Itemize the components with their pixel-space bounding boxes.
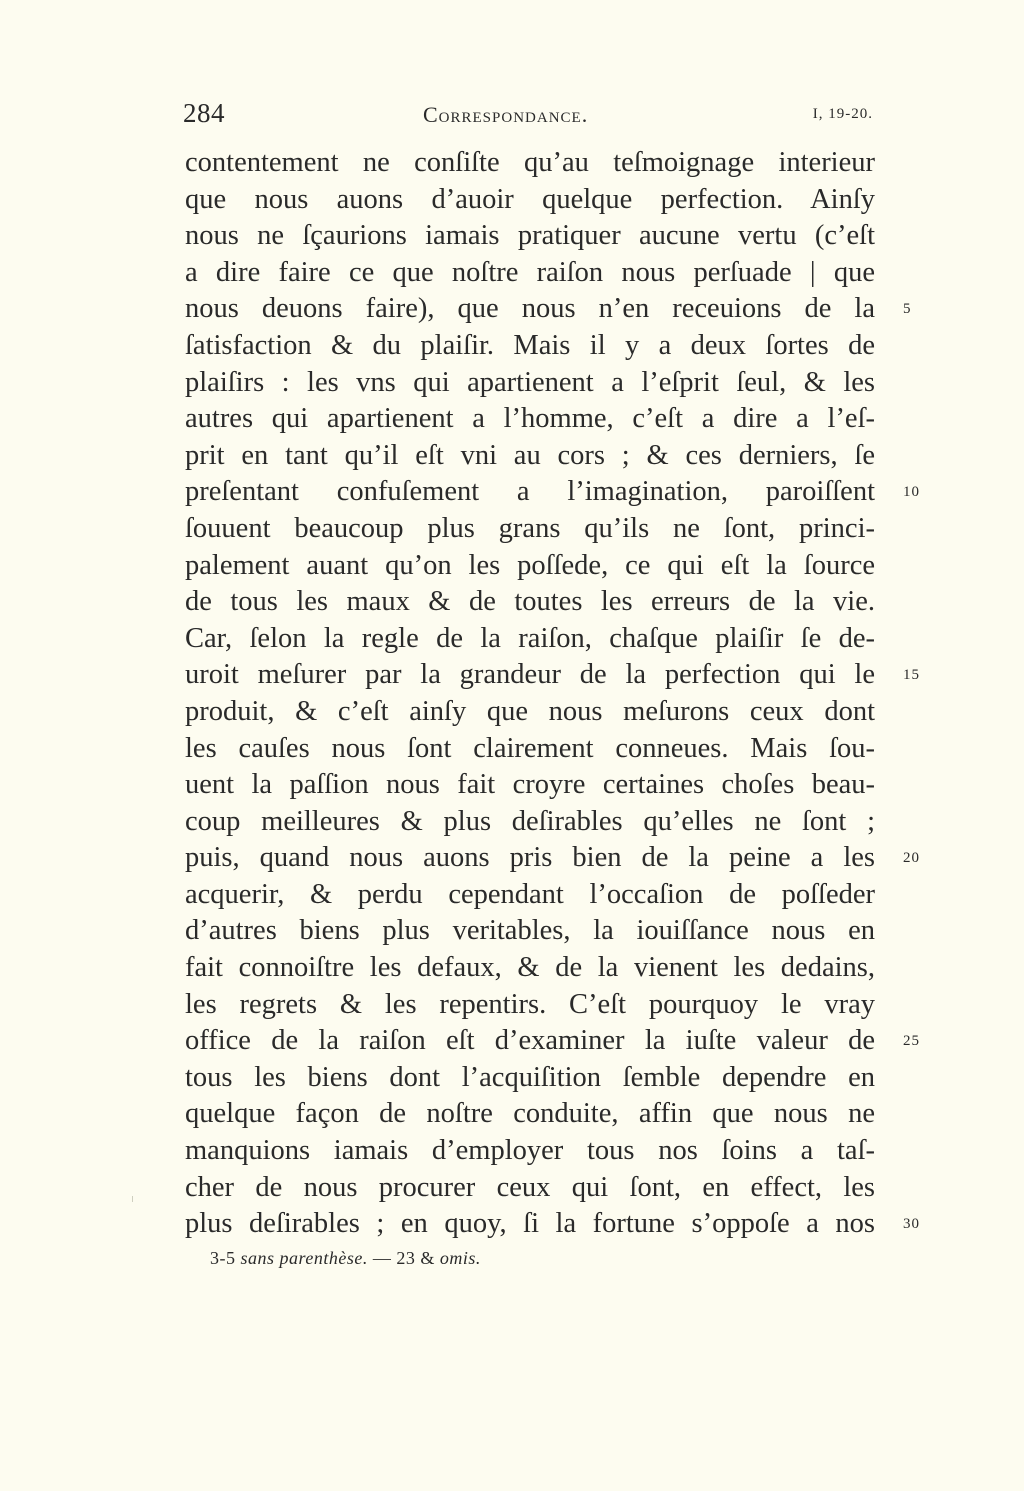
line-number: 25 bbox=[903, 1033, 920, 1050]
footnote-note-1: sans parenthèse. bbox=[240, 1248, 368, 1268]
text-line bbox=[185, 987, 875, 1024]
footnote-ref-2: 23 bbox=[396, 1248, 416, 1268]
text-line bbox=[185, 731, 875, 768]
text-line bbox=[185, 657, 920, 694]
line-text: coup meilleures & plus deſirables qu’elles ne ſont ; bbox=[185, 805, 875, 837]
text-line bbox=[185, 218, 875, 255]
line-text: preſentant confuſement a l’imagination, paroiſſent bbox=[185, 476, 875, 508]
line-text: nous ne ſçaurions iamais pratiquer aucune vertu (c’eſt bbox=[185, 220, 875, 252]
line-text: autres qui apartienent a l’homme, c’eſt a dire a l’eſ- bbox=[185, 403, 875, 435]
footnote-separator: — bbox=[372, 1248, 397, 1268]
page-number: 284 bbox=[183, 98, 225, 128]
line-text: produit, & c’eſt ainſy que nous meſurons ceux dont bbox=[185, 695, 875, 727]
footnote-note-2: omis. bbox=[439, 1248, 481, 1268]
text-line bbox=[185, 621, 875, 658]
line-text: que nous auons d’auoir quelque perfection. Ainſy bbox=[185, 183, 875, 215]
text-line bbox=[185, 950, 875, 987]
body-text bbox=[185, 145, 920, 1243]
text-line bbox=[185, 1170, 875, 1207]
margin-speck bbox=[132, 1196, 133, 1202]
text-line bbox=[185, 1206, 920, 1243]
line-text: plaiſirs : les vns qui apartienent a l’eſprit ſeul, & les bbox=[185, 366, 875, 398]
line-text: fait connoiſtre les defaux, & de la vienent les dedains, bbox=[185, 952, 875, 984]
text-line bbox=[185, 694, 875, 731]
footnote-ref-1: 3-5 bbox=[210, 1248, 236, 1268]
line-text: les regrets & les repentirs. C’eſt pourquoy le vray bbox=[185, 988, 875, 1020]
text-line bbox=[185, 291, 912, 328]
line-text: de tous les maux & de toutes les erreurs de la vie. bbox=[185, 586, 875, 618]
line-text: puis, quand nous auons pris bien de la peine a les bbox=[185, 842, 875, 874]
running-title: Correspondance. bbox=[423, 102, 589, 127]
line-text: uent la paſſion nous fait croyre certaines choſes beau- bbox=[185, 769, 875, 801]
text-line bbox=[185, 767, 875, 804]
line-text: uroit meſurer par la grandeur de la perfection qui le bbox=[185, 659, 875, 691]
line-text: Car, ſelon la regle de la raiſon, chaſque plaiſir ſe de- bbox=[185, 622, 875, 654]
footnote-ampersand: & bbox=[420, 1248, 435, 1268]
line-number: 5 bbox=[903, 301, 912, 318]
text-line bbox=[185, 1133, 875, 1170]
text-line bbox=[185, 401, 875, 438]
running-header bbox=[183, 92, 873, 132]
line-text: manquions iamais d’employer tous nos ſoins a taſ- bbox=[185, 1135, 875, 1167]
text-line bbox=[185, 1096, 875, 1133]
line-number: 20 bbox=[903, 850, 920, 867]
line-text: acquerir, & perdu cependant l’occaſion de poſſeder bbox=[185, 878, 875, 910]
text-line bbox=[185, 840, 920, 877]
line-number: 10 bbox=[903, 484, 920, 501]
line-text: quelque façon de noſtre conduite, affin que nous ne bbox=[185, 1098, 875, 1130]
line-text: nous deuons faire), que nous n’en receuions de la bbox=[185, 293, 875, 325]
line-text: les cauſes nous ſont clairement conneues. Mais ſou- bbox=[185, 732, 875, 764]
text-line bbox=[185, 913, 875, 950]
text-line bbox=[185, 877, 875, 914]
text-line bbox=[185, 474, 920, 511]
line-number: 15 bbox=[903, 667, 920, 684]
footnote bbox=[210, 1248, 481, 1269]
line-text: ſatisfaction & du plaiſir. Mais il y a deux ſortes de bbox=[185, 329, 875, 361]
line-text: palement auant qu’on les poſſede, ce qui eſt la ſource bbox=[185, 549, 875, 581]
text-line bbox=[185, 804, 875, 841]
line-text: contentement ne conſiſte qu’au teſmoignage interieur bbox=[185, 147, 875, 178]
line-number: 30 bbox=[903, 1216, 920, 1233]
text-line bbox=[185, 145, 875, 182]
text-line bbox=[185, 182, 875, 219]
line-text: prit en tant qu’il eſt vni au cors ; & ces derniers, ſe bbox=[185, 439, 875, 471]
text-line bbox=[185, 255, 875, 292]
line-text: ſouuent beaucoup plus grans qu’ils ne ſont, princi- bbox=[185, 512, 875, 544]
line-text: a dire faire ce que noſtre raiſon nous perſuade | que bbox=[185, 256, 875, 288]
line-text: plus deſirables ; en quoy, ſi la fortune s’oppoſe a nos bbox=[185, 1208, 875, 1240]
line-text: d’autres biens plus veritables, la iouiſſance nous en bbox=[185, 915, 875, 947]
text-line bbox=[185, 584, 875, 621]
text-line bbox=[185, 511, 875, 548]
line-text: cher de nous procurer ceux qui ſont, en effect, les bbox=[185, 1171, 875, 1203]
line-text: office de la raiſon eſt d’examiner la iuſte valeur de bbox=[185, 1025, 875, 1057]
text-line bbox=[185, 328, 875, 365]
line-text: tous les biens dont l’acquiſition ſemble dependre en bbox=[185, 1061, 875, 1093]
text-line bbox=[185, 438, 875, 475]
text-line bbox=[185, 548, 875, 585]
text-line bbox=[185, 365, 875, 402]
volume-reference: I, 19-20. bbox=[812, 106, 873, 122]
text-line bbox=[185, 1023, 920, 1060]
text-line bbox=[185, 1060, 875, 1097]
